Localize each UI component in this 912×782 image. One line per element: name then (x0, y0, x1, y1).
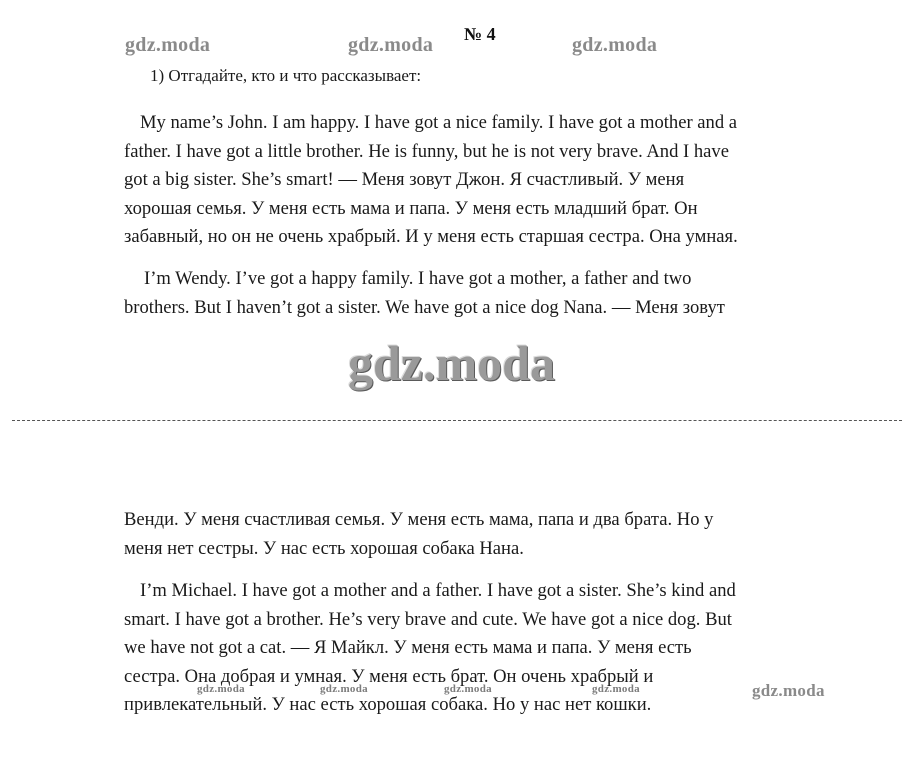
text-line: Венди. У меня счастливая семья. У меня есть мама, папа и два брата. Но у (124, 509, 714, 530)
paragraph-wendy-bottom (124, 506, 814, 563)
text-line: I’m Wendy. I’ve got a happy family. I have got a mother, a father and two (144, 268, 692, 289)
text-line: меня нет сестры. У нас есть хорошая собака Нана. (124, 537, 524, 559)
text-line: I’m Michael. I have got a mother and a father. I have got a sister. She’s kind and (140, 580, 736, 601)
text-line: забавный, но он не очень храбрый. И у меня есть старшая сестра. Она умная. (124, 226, 738, 247)
text-line: father. I have got a little brother. He is funny, but he is not very brave. And I have (124, 140, 729, 162)
text-line: хорошая семья. У меня есть мама и папа. У меня есть младший брат. Он (124, 197, 698, 219)
watermark-top-3: gdz.moda (572, 34, 658, 56)
exercise-number: № 4 (464, 24, 496, 44)
text-line: got a big sister. She’s smart! — Меня зовут Джон. Я счастливый. У меня (124, 169, 685, 190)
text-line: сестра. Она добрая и умная. У меня есть брат. Он очень храбрый и (124, 665, 654, 687)
watermark-large: gdz.moda (348, 335, 555, 391)
text-line: brothers. But I haven’t got a sister. We have got a nice dog Nana. — Меня зовут (124, 296, 725, 318)
paragraph-michael (124, 577, 832, 720)
watermark-bottom-2: gdz.moda (320, 683, 368, 695)
text-line: smart. I have got a brother. He’s very brave and cute. We have got a nice dog. But (124, 608, 732, 630)
watermark-bottom-5: gdz.moda (752, 681, 825, 700)
text-line: we have not got a cat. — Я Майкл. У меня есть мама и папа. У меня есть (124, 637, 692, 658)
paragraph-john (124, 109, 832, 252)
watermark-bottom-3: gdz.moda (444, 683, 492, 695)
text-line: привлекательный. У нас есть хорошая собака. Но у нас нет кошки. (124, 694, 652, 715)
watermark-top-1: gdz.moda (125, 34, 211, 56)
watermark-bottom-4: gdz.moda (592, 683, 640, 695)
paragraph-wendy-top (124, 265, 824, 322)
watermark-bottom-1: gdz.moda (197, 683, 245, 695)
watermark-top-2: gdz.moda (348, 34, 434, 56)
task-instruction: 1) Отгадайте, кто и что рассказывает: (150, 66, 422, 85)
text-line: My name’s John. I am happy. I have got a nice family. I have got a mother and a (140, 112, 738, 133)
page-break-dashed-line (12, 420, 902, 421)
